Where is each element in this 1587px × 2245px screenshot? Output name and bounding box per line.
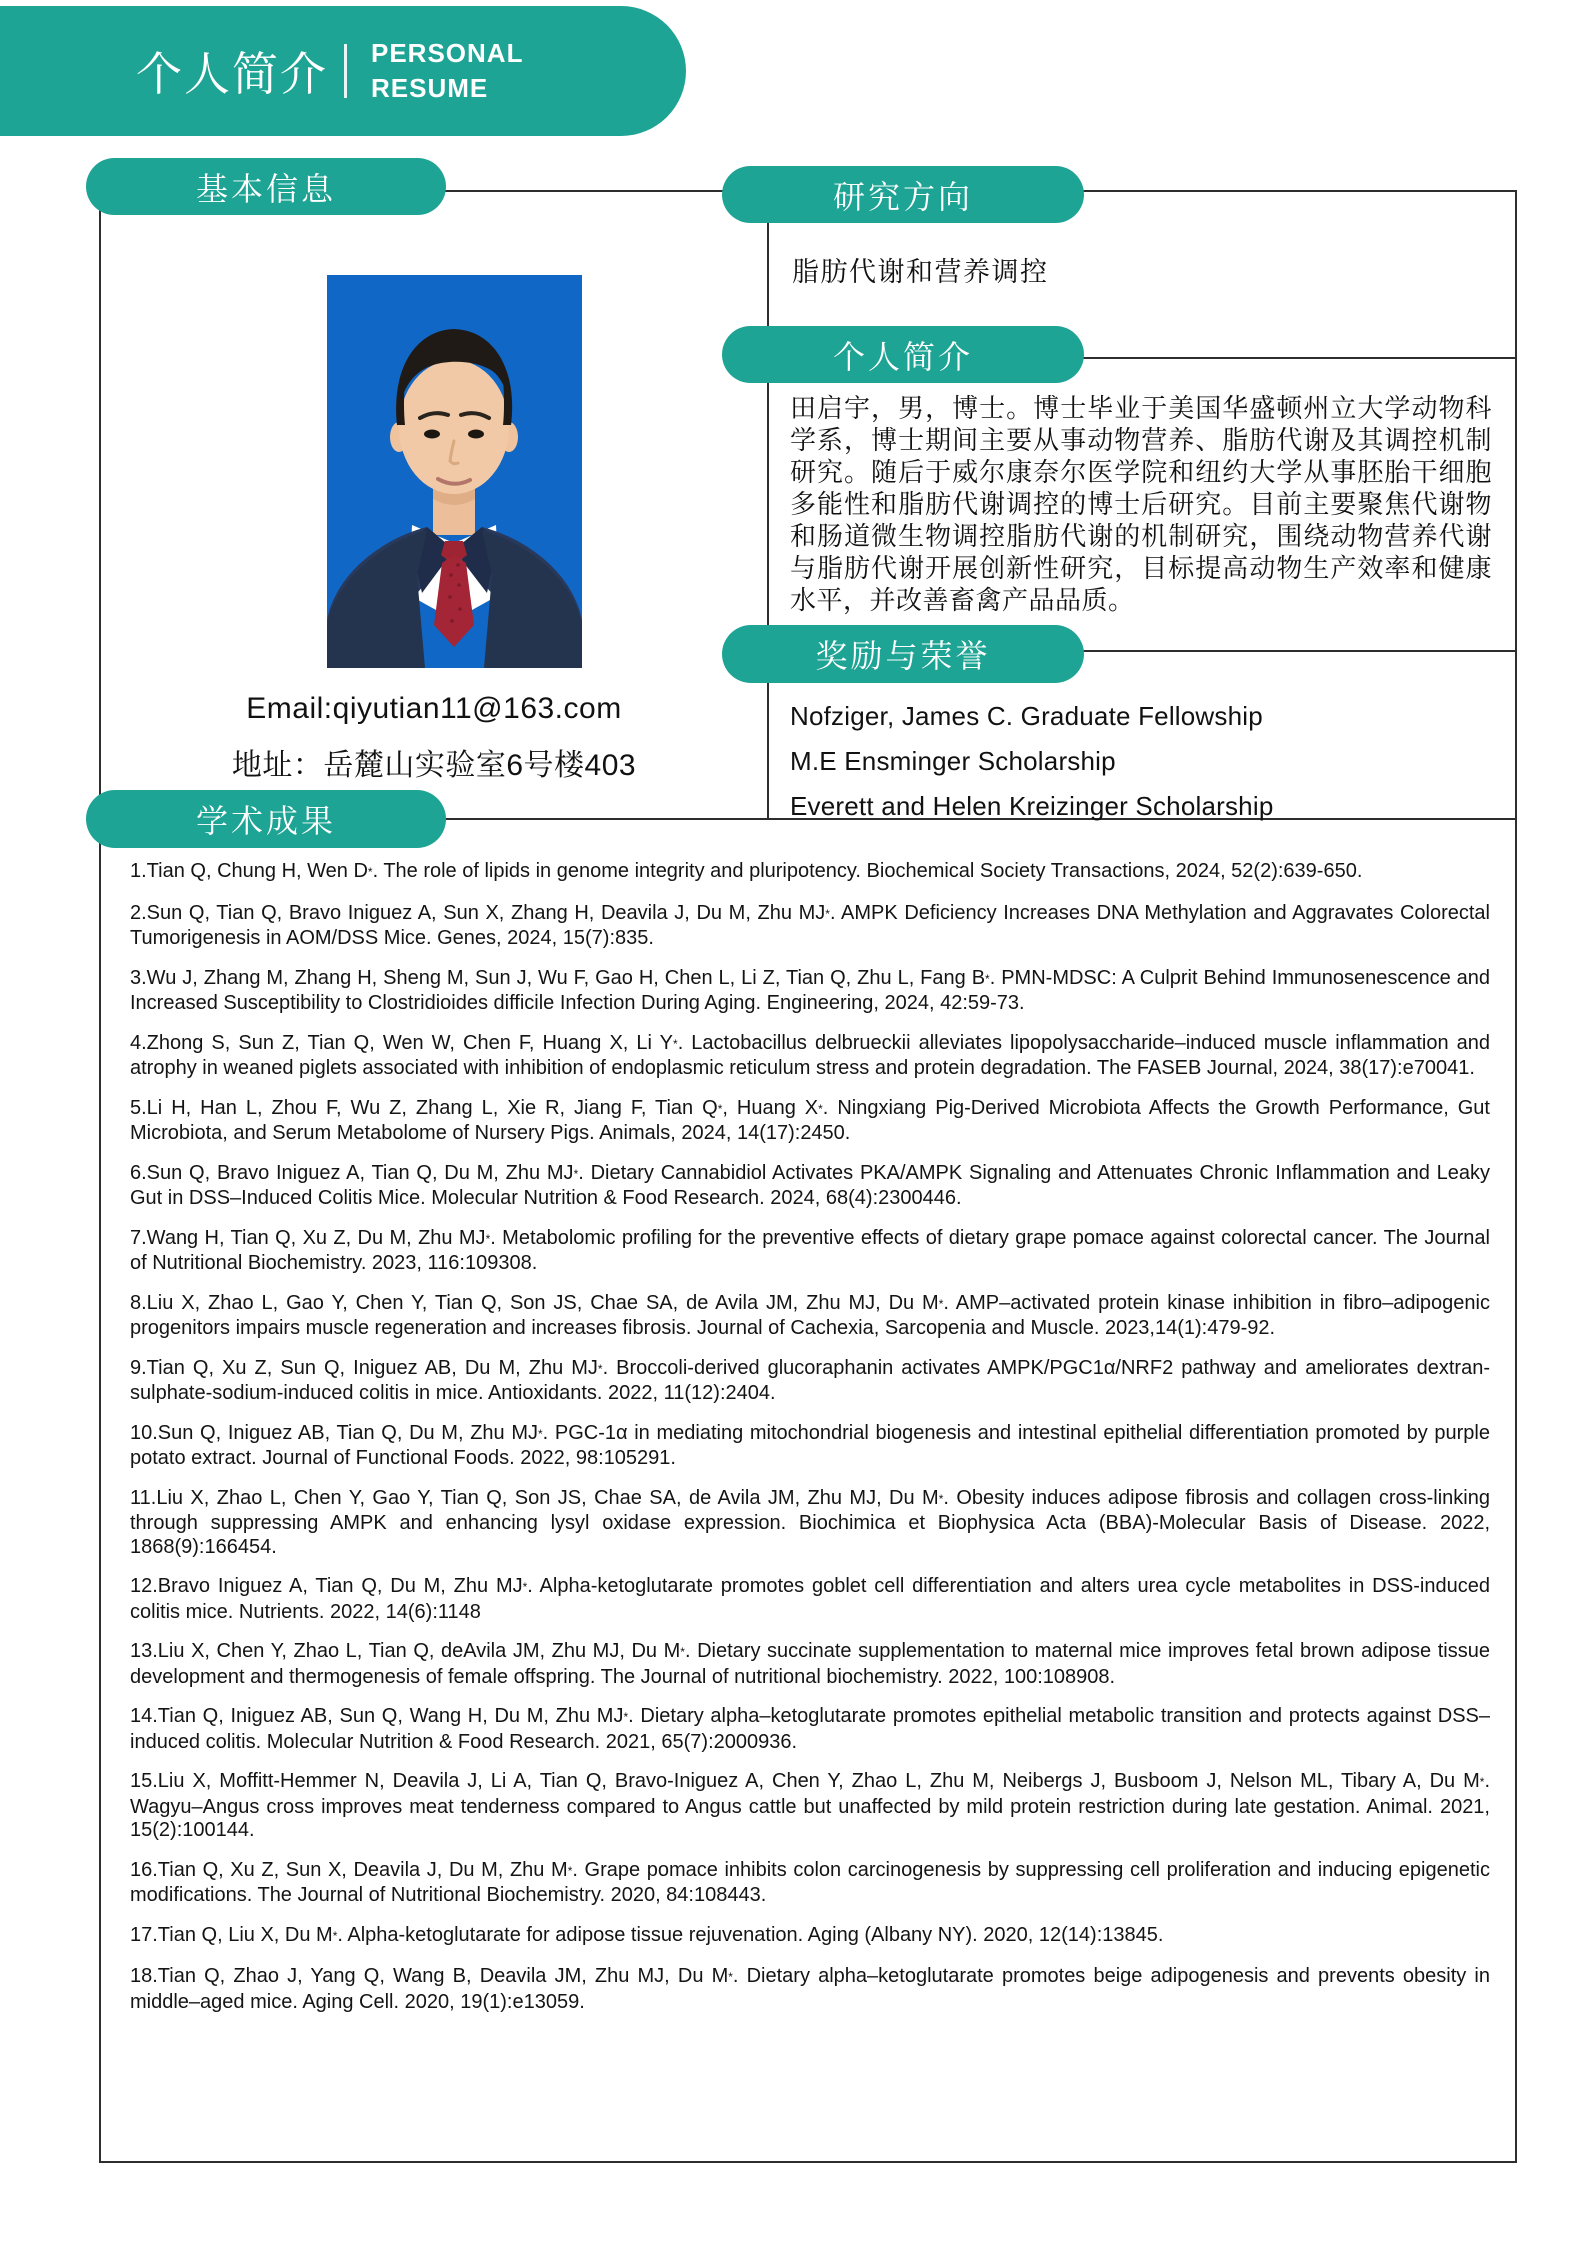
research-direction-text: 脂肪代谢和营养调控 — [792, 257, 1049, 287]
publication-item: 5.Li H, Han L, Zhou F, Wu Z, Zhang L, Xie R, Jiang F, Tian Q*, Huang X*. Ningxiang Pig-Derived Microbiota Affects the Growth Performance, Gut Microbiota, and Serum Metabolome of Nursery Pigs. Animals, 2024, 14(17):2450. — [130, 1096, 1490, 1144]
portrait-photo-graphic — [327, 275, 582, 668]
portrait-photo — [327, 275, 582, 668]
publications-list — [130, 860, 1490, 2030]
publication-item: 1.Tian Q, Chung H, Wen D*. The role of lipids in genome integrity and pluripotency. Biochemical Society Transactions, 2024, 52(2):639-650. — [130, 860, 1363, 882]
publication-item: 7.Wang H, Tian Q, Xu Z, Du M, Zhu MJ*. Metabolomic profiling for the preventive effects of dietary grape pomace against colorectal cancer. The Journal of Nutritional Biochemistry. 2023, 116:109308. — [130, 1226, 1490, 1274]
page-title: 个人简介 — [136, 48, 328, 100]
section-badge-research-direction: 研究方向 — [722, 166, 1084, 223]
column-divider — [767, 192, 769, 820]
page-title-english-line1: PERSONAL — [371, 38, 524, 68]
header-divider — [344, 44, 347, 98]
publication-item: 4.Zhong S, Sun Z, Tian Q, Wen W, Chen F, Huang X, Li Y*. Lactobacillus delbrueckii alleviates lipopolysaccharide–induced muscle inflammation and atrophy in weaned piglets associated with inhibition of endoplasmic reticulum stress and protein degradation. The FASEB Journal, 2024, 38(17):e70041. — [130, 1031, 1490, 1079]
publication-item: 11.Liu X, Zhao L, Chen Y, Gao Y, Tian Q, Son JS, Chae SA, de Avila JM, Zhu MJ, Du M*. Obesity induces adipose fibrosis and collagen cross-linking through suppressing AMPK and enhancing lysyl oxidase expression. Biochimica et Biophysica Acta (BBA)-Molecular Basis of Disease. 2022, 1868(9):166454. — [130, 1486, 1490, 1558]
publication-item: 14.Tian Q, Iniguez AB, Sun Q, Wang H, Du M, Zhu MJ*. Dietary alpha–ketoglutarate promotes epithelial metabolic transition and protects against DSS–induced colitis. Molecular Nutrition & Food Research. 2021, 65(7):2000936. — [130, 1705, 1491, 1753]
publication-item: 13.Liu X, Chen Y, Zhao L, Tian Q, deAvila JM, Zhu MJ, Du M*. Dietary succinate supplementation to maternal mice improves fetal brown adipose tissue development and thermogenesis of female offspring. The Journal of nutritional biochemistry. 2022, 100:108908. — [130, 1640, 1490, 1688]
section-badge-academic-achievements: 学术成果 — [86, 790, 446, 848]
page-title-english-line2: RESUME — [371, 73, 489, 103]
award-item: Everett and Helen Kreizinger Scholarship — [790, 791, 1274, 821]
contact-address: 地址：岳麓山实验室6号楼403 — [231, 749, 637, 782]
publication-item: 3.Wu J, Zhang M, Zhang H, Sheng M, Sun J, Wu F, Gao H, Chen L, Li Z, Tian Q, Zhu L, Fang B*. PMN-MDSC: A Culprit Behind Immunosenescence and Increased Susceptibility to Clostridioides difficile Infection During Aging. Engineering, 2024, 42:59-73. — [130, 966, 1490, 1014]
publication-item: 6.Sun Q, Bravo Iniguez A, Tian Q, Du M, Zhu MJ*. Dietary Cannabidiol Activates PKA/AMPK Signaling and Attenuates Chronic Inflammation and Leaky Gut in DSS–Induced Colitis Mice. Molecular Nutrition & Food Research. 2024, 68(4):2300446. — [130, 1161, 1490, 1209]
header-banner — [0, 6, 686, 136]
award-item: Nofziger, James C. Graduate Fellowship — [790, 701, 1263, 731]
section-badge-awards-honors: 奖励与荣誉 — [722, 625, 1084, 683]
publication-item: 17.Tian Q, Liu X, Du M*. Alpha-ketoglutarate for adipose tissue rejuvenation. Aging (Albany NY). 2020, 12(14):13845. — [130, 1923, 1164, 1946]
publication-item: 18.Tian Q, Zhao J, Yang Q, Wang B, Deavila JM, Zhu MJ, Du M*. Dietary alpha–ketoglutarate promotes beige adipogenesis and prevents obesity in middle–aged mice. Aging Cell. 2020, 19(1):e13059. — [130, 1965, 1490, 2013]
publication-item: 2.Sun Q, Tian Q, Bravo Iniguez A, Sun X, Zhang H, Deavila J, Du M, Zhu MJ*. AMPK Deficiency Increases DNA Methylation and Aggravates Colorectal Tumorigenesis in AOM/DSS Mice. Genes, 2024, 15(7):835. — [130, 901, 1490, 949]
publication-item: 10.Sun Q, Iniguez AB, Tian Q, Du M, Zhu MJ*. PGC-1α in mediating mitochondrial biogenesis and intestinal epithelial differentiation promoted by purple potato extract. Journal of Functional Foods. 2022, 98:105291. — [130, 1421, 1490, 1469]
publication-item: 16.Tian Q, Xu Z, Sun X, Deavila J, Du M, Zhu M*. Grape pomace inhibits colon carcinogenesis by suppressing cell proliferation and inducing epigenetic modifications. The Journal of Nutritional Biochemistry. 2020, 84:108443. — [130, 1858, 1490, 1906]
page-title-english — [371, 36, 523, 106]
publication-item: 9.Tian Q, Xu Z, Sun Q, Iniguez AB, Du M, Zhu MJ*. Broccoli-derived glucoraphanin activates AMPK/PGC1α/NRF2 pathway and ameliorates dextran-sulphate-sodium-induced colitis in mice. Antioxidants. 2022, 11(12):2404. — [130, 1356, 1491, 1404]
award-item: M.E Ensminger Scholarship — [790, 746, 1116, 776]
publication-item: 12.Bravo Iniguez A, Tian Q, Du M, Zhu MJ*. Alpha-ketoglutarate promotes goblet cell differentiation and alters urea cycle metabolites in DSS-induced colitis mice. Nutrients. 2022, 14(6):1148 — [130, 1575, 1490, 1623]
publication-item: 8.Liu X, Zhao L, Gao Y, Chen Y, Tian Q, Son JS, Chae SA, de Avila JM, Zhu MJ, Du M*. AMP–activated protein kinase inhibition in fibro–adipogenic progenitors impairs muscle regeneration and increases fibrosis. Journal of Cachexia, Sarcopenia and Muscle. 2023,14(1):479-92. — [130, 1291, 1490, 1339]
publication-item: 15.Liu X, Moffitt-Hemmer N, Deavila J, Li A, Tian Q, Bravo-Iniguez A, Chen Y, Zhao L, Zhu M, Neibergs J, Busboom J, Nelson ML, Tibary A, Du M*. Wagyu–Angus cross improves meat tenderness compared to Angus cattle but unaffected by mild protein restriction during late gestation. Animal. 2021, 15(2):100144. — [130, 1770, 1490, 1841]
awards-list — [790, 694, 1273, 829]
contact-email: Email:qiyutian11@163.com — [246, 692, 622, 725]
section-badge-basic-info: 基本信息 — [86, 158, 446, 215]
personal-profile-text: 田启宇，男，博士。博士毕业于美国华盛顿州立大学动物科学系，博士期间主要从事动物营养、脂肪代谢及其调控机制研究。随后于威尔康奈尔医学院和纽约大学从事胚胎干细胞多能性和脂肪代谢调控的博士后研究。目前主要聚焦代谢物和肠道微生物调控脂肪代谢的机制研究，围绕动物营养代谢与脂肪代谢开展创新性研究，目标提高动物生产效率和健康水平，并改善畜禽产品品质。 — [790, 393, 1492, 615]
section-badge-personal-profile: 个人简介 — [722, 326, 1084, 383]
